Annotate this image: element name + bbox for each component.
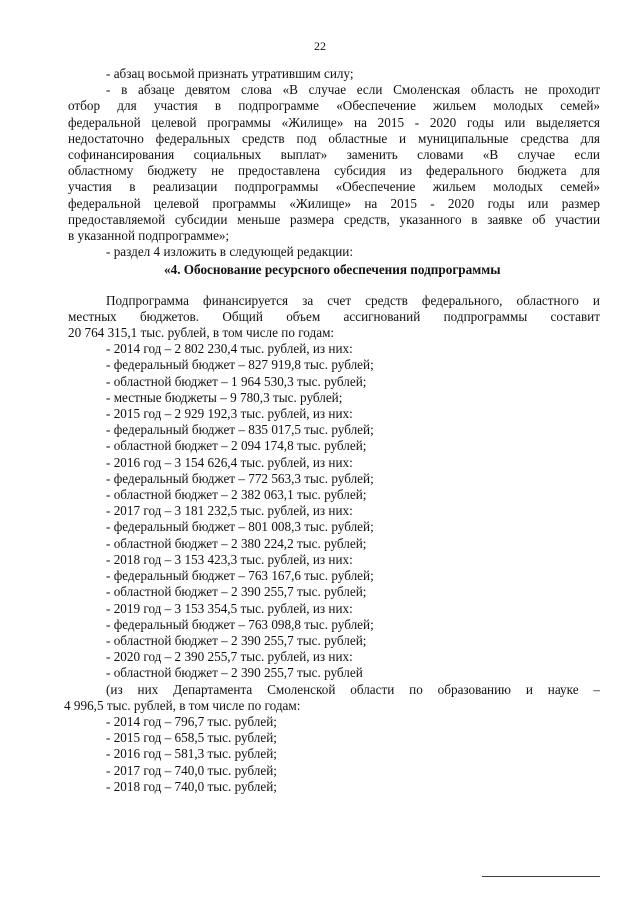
list-item: - областной бюджет – 2 390 255,7 тыс. рублей;: [106, 584, 367, 600]
list-item: - местные бюджеты – 9 780,3 тыс. рублей;: [106, 389, 343, 405]
list-item: - федеральный бюджет – 835 017,5 тыс. рублей;: [106, 422, 374, 438]
list-item: - федеральный бюджет – 763 167,6 тыс. рублей;: [106, 568, 374, 584]
text-line: предоставляемой субсидии меньше размера средств, указанного в заявке об участии: [68, 211, 600, 227]
list-item: - федеральный бюджет – 801 008,3 тыс. рублей;: [106, 519, 374, 535]
list-item: - 2020 год – 2 390 255,7 тыс. рублей, из них:: [106, 649, 353, 665]
list-item: - федеральный бюджет – 763 098,8 тыс. рублей;: [106, 616, 374, 632]
funding-list: [68, 341, 600, 681]
department-year-list: [68, 714, 600, 795]
page-content: [64, 66, 600, 795]
list-item: - 2015 год – 658,5 тыс. рублей;: [106, 730, 277, 746]
text-line: федеральной целевой программы «Жилище» на 2015 - 2020 годы или выделяется: [68, 114, 600, 130]
list-item: - 2014 год – 796,7 тыс. рублей;: [106, 713, 277, 729]
list-item: - 2018 год – 740,0 тыс. рублей;: [106, 778, 277, 794]
text-line: федеральной целевой программы «Жилище» на 2015 - 2020 годы или размер: [68, 195, 600, 211]
list-item: - 2016 год – 3 154 626,4 тыс. рублей, из них:: [106, 454, 353, 470]
list-item: - областной бюджет – 2 380 224,2 тыс. рублей;: [106, 535, 367, 551]
list-item: - 2017 год – 3 181 232,5 тыс. рублей, из них:: [106, 503, 353, 519]
list-item: - 2017 год – 740,0 тыс. рублей;: [106, 762, 277, 778]
department-paragraph: [64, 681, 600, 714]
text-line: местных бюджетов. Общий объем ассигнований подпрограммы составит: [68, 308, 600, 324]
list-item: - областной бюджет – 2 094 174,8 тыс. рублей;: [106, 438, 367, 454]
amendment-line-3: - раздел 4 изложить в следующей редакции:: [106, 244, 354, 260]
text-line: Подпрограмма финансируется за счет средств федерального, областного и: [106, 292, 600, 308]
text-line: - в абзаце девятом слова «В случае если Смоленская область не проходит: [106, 82, 600, 98]
text-line: областному бюджету не предоставлена субсидия из федерального бюджета для: [68, 163, 600, 179]
list-item: - 2015 год – 2 929 192,3 тыс. рублей, из них:: [106, 406, 353, 422]
amendment-line-1: - абзац восьмой признать утратившим силу;: [106, 66, 354, 81]
list-item: - 2014 год – 2 802 230,4 тыс. рублей, из них:: [106, 341, 353, 357]
list-item: - федеральный бюджет – 772 563,3 тыс. рублей;: [106, 470, 374, 486]
list-item: - областной бюджет – 2 390 255,7 тыс. рублей: [106, 665, 363, 681]
footer-rule: [482, 876, 600, 877]
text-line: софинансирования социальных выплат» заменить словами «В случае если: [68, 147, 600, 163]
list-item: - 2019 год – 3 153 354,5 тыс. рублей, из них:: [106, 600, 353, 616]
text-line: в указанной подпрограмме»;: [68, 228, 230, 244]
text-line: недостаточно федеральных средств под областные и муниципальные средства для: [68, 130, 600, 146]
intro-paragraph: [68, 293, 600, 342]
page-number: 22: [314, 39, 326, 53]
text-line: 20 764 315,1 тыс. рублей, в том числе по годам:: [68, 325, 335, 341]
list-item: - 2018 год – 3 153 423,3 тыс. рублей, из них:: [106, 551, 353, 567]
list-item: - областной бюджет – 2 390 255,7 тыс. рублей;: [106, 632, 367, 648]
text-line: отбор для участия в подпрограмме «Обеспечение жильем молодых семей»: [68, 98, 600, 114]
text-line: участия в реализации подпрограммы «Обеспечение жильем молодых семей»: [68, 179, 600, 195]
list-item: - 2016 год – 581,3 тыс. рублей;: [106, 746, 277, 762]
amendment-paragraph-2: [68, 82, 600, 244]
list-item: - областной бюджет – 2 382 063,1 тыс. рублей;: [106, 487, 367, 503]
list-item: - федеральный бюджет – 827 919,8 тыс. рублей;: [106, 357, 374, 373]
text-line: (из них Департамента Смоленской области по образованию и науке –: [106, 681, 600, 697]
section-heading: «4. Обоснование ресурсного обеспечения подпрограммы: [164, 262, 501, 278]
text-line: 4 996,5 тыс. рублей, в том числе по годам:: [64, 697, 301, 713]
list-item: - областной бюджет – 1 964 530,3 тыс. рублей;: [106, 373, 367, 389]
